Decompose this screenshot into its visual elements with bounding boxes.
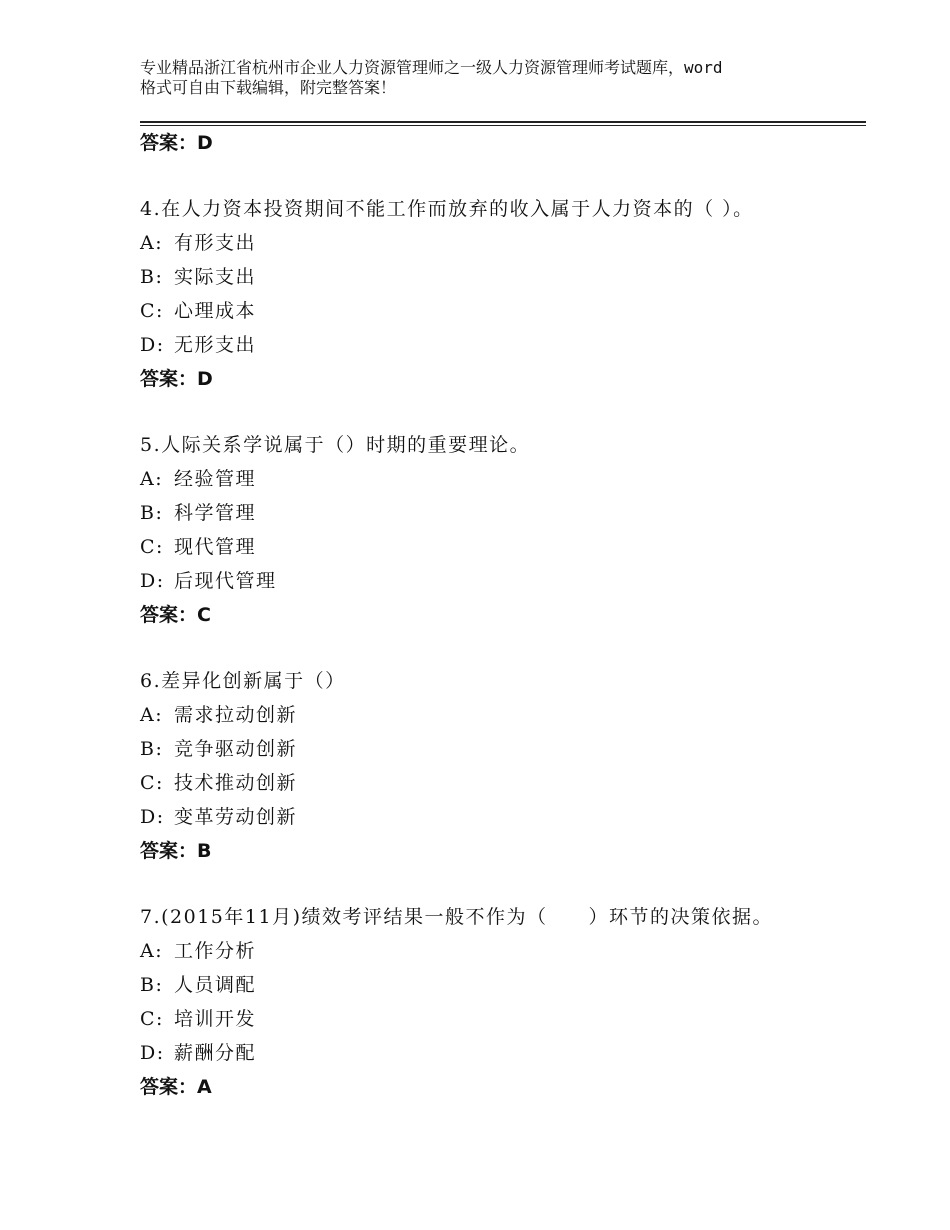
option-letter: D: [140, 1042, 165, 1064]
question-text: 7.(2015年11月)绩效考评结果一般不作为（ ）环节的决策依据。 [140, 906, 773, 928]
option-text: 工作分析 [174, 940, 257, 962]
option-a [140, 698, 860, 732]
option-d [140, 1036, 860, 1070]
question-text: 6.差异化创新属于（） [140, 670, 346, 692]
answer: 答案：C [140, 604, 211, 626]
document-header [140, 58, 830, 98]
option-letter: C: [140, 536, 164, 558]
option-text: 人员调配 [174, 974, 257, 996]
option-text: 竞争驱动创新 [174, 738, 298, 760]
answer-previous: 答案：D [140, 132, 213, 154]
option-text: 培训开发 [174, 1008, 257, 1030]
question-4 [140, 192, 860, 396]
option-letter: A: [140, 468, 164, 490]
option-c [140, 294, 860, 328]
question-5 [140, 428, 860, 632]
option-c [140, 1002, 860, 1036]
option-c [140, 530, 860, 564]
option-letter: A: [140, 232, 164, 254]
option-letter: C: [140, 772, 164, 794]
option-text: 经验管理 [174, 468, 257, 490]
answer: 答案：B [140, 840, 212, 862]
question-text: 5.人际关系学说属于（）时期的重要理论。 [140, 434, 531, 456]
option-letter: B: [140, 502, 164, 524]
option-text: 技术推动创新 [174, 772, 298, 794]
option-b [140, 732, 860, 766]
option-letter: C: [140, 1008, 164, 1030]
option-b [140, 496, 860, 530]
document-body [140, 126, 860, 1104]
header-divider-thick [140, 121, 866, 123]
option-text: 无形支出 [174, 334, 257, 356]
option-text: 后现代管理 [174, 570, 277, 592]
question-7 [140, 900, 860, 1104]
option-d [140, 564, 860, 598]
option-text: 心理成本 [174, 300, 257, 322]
option-a [140, 462, 860, 496]
option-letter: A: [140, 704, 164, 726]
option-b [140, 260, 860, 294]
header-line-1: 专业精品浙江省杭州市企业人力资源管理师之一级人力资源管理师考试题库，word [140, 58, 723, 77]
option-text: 实际支出 [174, 266, 257, 288]
question-text: 4.在人力资本投资期间不能工作而放弃的收入属于人力资本的（ ）。 [140, 198, 754, 220]
question-6 [140, 664, 860, 868]
option-letter: C: [140, 300, 164, 322]
option-c [140, 766, 860, 800]
option-text: 有形支出 [174, 232, 257, 254]
option-letter: A: [140, 940, 164, 962]
answer: 答案：A [140, 1076, 212, 1098]
option-b [140, 968, 860, 1002]
option-letter: B: [140, 266, 164, 288]
option-text: 变革劳动创新 [174, 806, 298, 828]
option-a [140, 934, 860, 968]
option-letter: D: [140, 334, 165, 356]
header-line-2: 格式可自由下载编辑，附完整答案！ [140, 78, 397, 97]
option-letter: B: [140, 738, 164, 760]
option-text: 现代管理 [174, 536, 257, 558]
option-a [140, 226, 860, 260]
option-d [140, 328, 860, 362]
option-text: 薪酬分配 [174, 1042, 257, 1064]
option-letter: B: [140, 974, 164, 996]
option-text: 需求拉动创新 [174, 704, 298, 726]
option-text: 科学管理 [174, 502, 257, 524]
option-letter: D: [140, 570, 165, 592]
option-letter: D: [140, 806, 165, 828]
option-d [140, 800, 860, 834]
answer: 答案：D [140, 368, 213, 390]
